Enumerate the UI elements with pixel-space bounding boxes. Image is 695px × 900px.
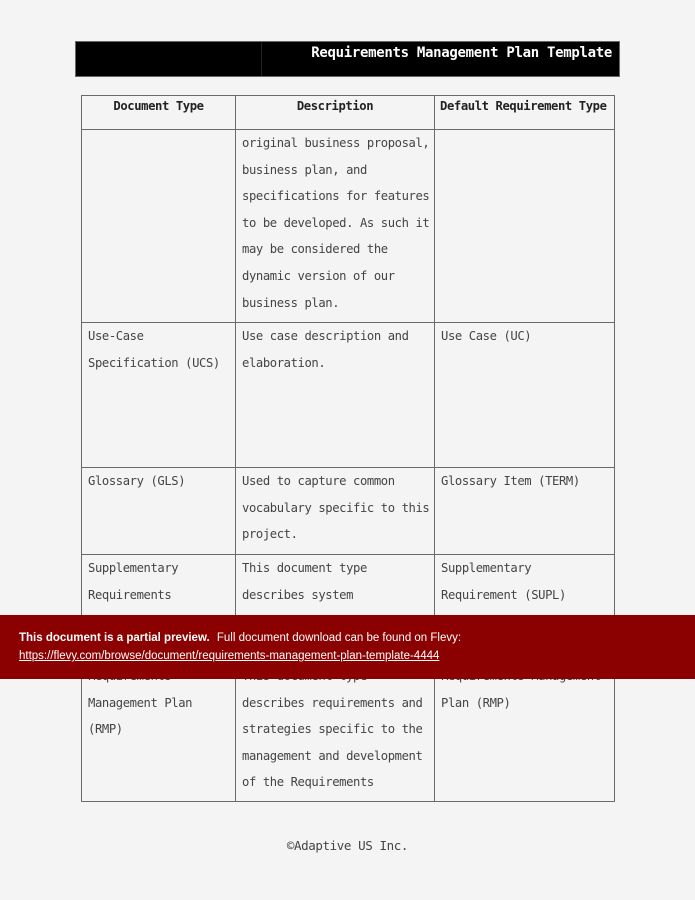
cell-requirement-type	[435, 468, 615, 555]
document-title: Requirements Management Plan Template	[311, 45, 612, 61]
flevy-download-link[interactable]: https://flevy.com/browse/document/requirements-management-plan-template-4444	[19, 650, 440, 662]
partial-preview-banner	[0, 615, 695, 679]
cell-line: Management Plan	[88, 695, 193, 710]
table-row	[82, 663, 615, 802]
table-row	[82, 323, 615, 468]
cell-line: Used to capture common	[242, 474, 395, 488]
cell-document-type	[82, 468, 236, 555]
cell-line: Glossary Item (TERM)	[441, 474, 580, 488]
cell-line: Supplementary	[441, 561, 532, 575]
cell-line: Plan (RMP)	[441, 695, 511, 710]
cell-line: may be considered the	[242, 242, 388, 257]
cell-line: to be developed. As such it	[242, 215, 430, 230]
cell-description	[236, 468, 435, 555]
cell-line: Use Case (UC)	[441, 329, 532, 343]
cell-line: strategies specific to the	[242, 722, 423, 737]
column-header-default-requirement-type: Default Requirement Type	[435, 96, 615, 130]
cell-line: (RMP)	[88, 722, 123, 737]
cell-line: Glossary (GLS)	[88, 474, 186, 488]
cell-line: Supplementary	[88, 561, 179, 575]
cell-line: management and development	[242, 748, 423, 763]
cell-line: describes requirements and	[242, 695, 423, 710]
cell-line: vocabulary specific to this	[242, 500, 430, 515]
cell-description	[236, 323, 435, 468]
cell-document-type	[82, 663, 236, 802]
table-header-row	[82, 96, 615, 130]
cell-line: elaboration.	[242, 355, 326, 370]
cell-requirement-type	[435, 130, 615, 323]
header-divider	[261, 42, 262, 76]
copyright-footer: ©Adaptive US Inc.	[286, 838, 409, 853]
preview-notice-bold: This document is a partial preview.	[19, 632, 210, 644]
document-header-bar	[75, 41, 620, 77]
table-row	[82, 130, 615, 323]
cell-line: dynamic version of our	[242, 268, 395, 283]
cell-line: Requirements	[88, 587, 172, 602]
cell-line: business plan, and	[242, 162, 367, 177]
cell-line: Specification (UCS)	[88, 355, 220, 370]
cell-line: of the Requirements	[242, 775, 374, 790]
cell-description	[236, 130, 435, 323]
column-header-document-type: Document Type	[82, 96, 236, 130]
cell-description	[236, 663, 435, 802]
preview-notice-text: Full document download can be found on Flevy:	[216, 632, 462, 644]
cell-line: Use-Case	[88, 329, 144, 343]
cell-line: business plan.	[242, 295, 340, 310]
cell-line: project.	[242, 527, 298, 542]
cell-requirement-type	[435, 663, 615, 802]
cell-line: Use case description and	[242, 329, 409, 343]
document-types-table	[81, 95, 615, 802]
table-row	[82, 468, 615, 555]
cell-requirement-type	[435, 323, 615, 468]
cell-line: This document type	[242, 561, 367, 575]
column-header-description: Description	[236, 96, 435, 130]
cell-document-type	[82, 130, 236, 323]
cell-line: original business proposal,	[242, 136, 430, 150]
cell-line: specifications for features	[242, 189, 430, 204]
cell-line: Requirement (SUPL)	[441, 587, 566, 602]
preview-notice	[19, 632, 461, 644]
cell-line: describes system	[242, 587, 353, 602]
cell-document-type	[82, 323, 236, 468]
